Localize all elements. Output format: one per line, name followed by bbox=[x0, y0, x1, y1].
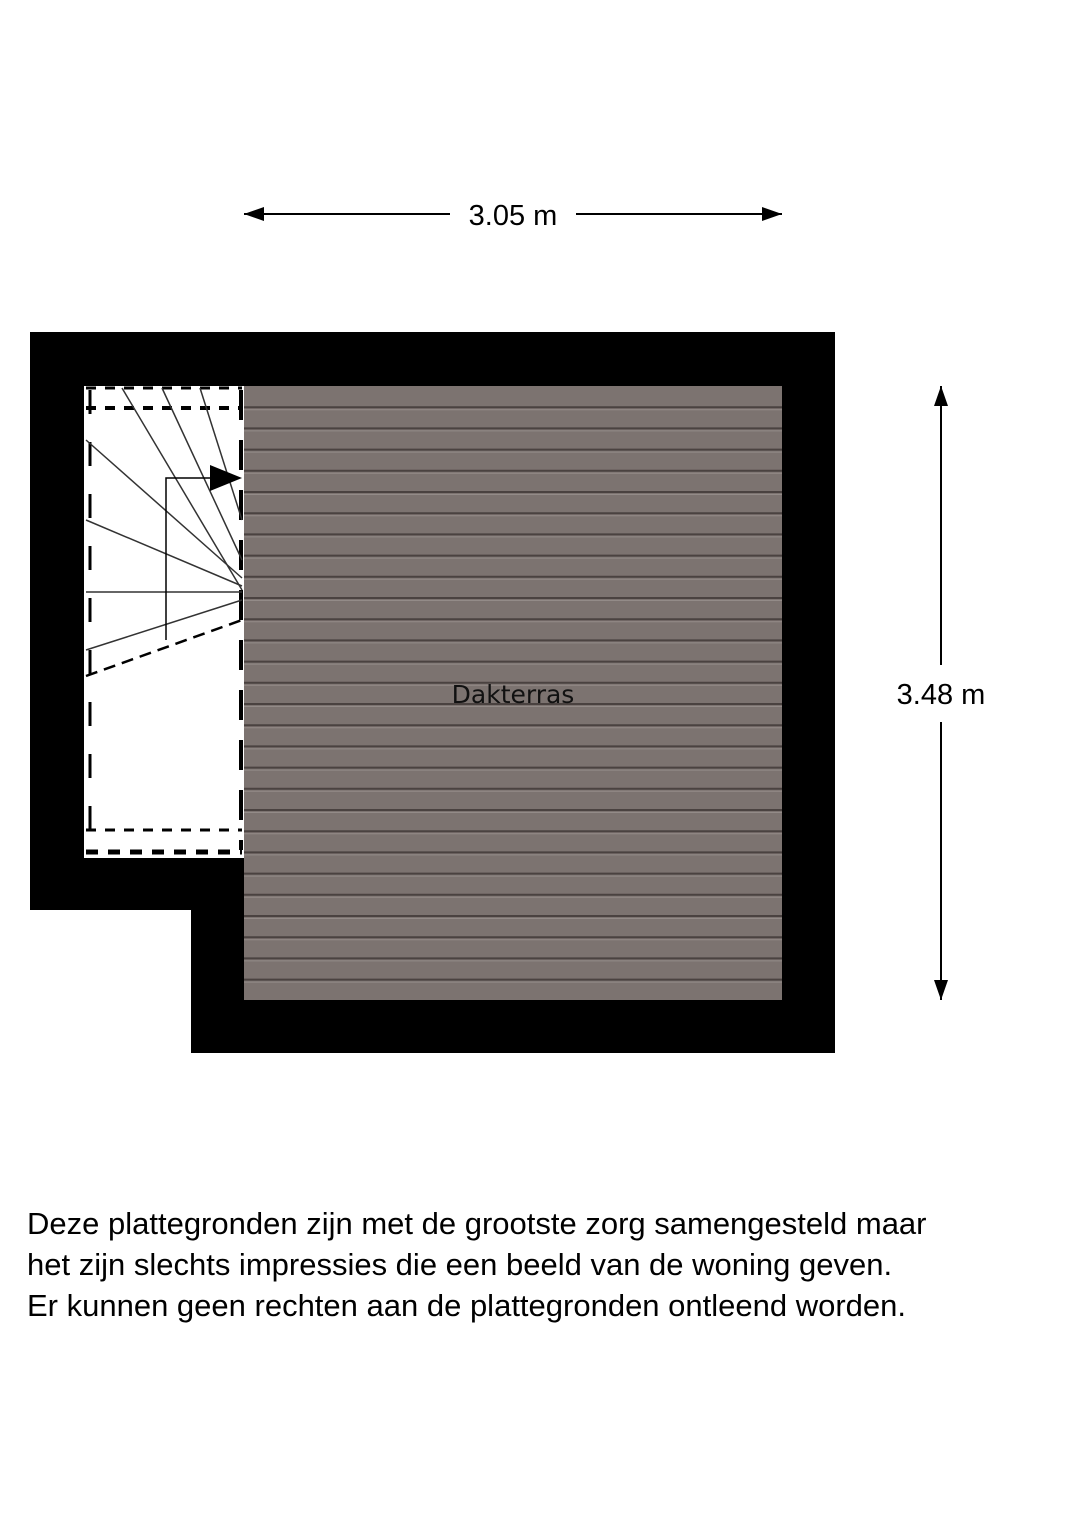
width-arrow-right-icon bbox=[762, 207, 782, 221]
height-dimension bbox=[897, 386, 986, 1000]
width-dimension-label: 3.05 m bbox=[468, 200, 558, 232]
stair-opening bbox=[84, 386, 244, 858]
height-arrow-top-icon bbox=[934, 386, 948, 406]
disclaimer-line: Er kunnen geen rechten aan de plattegronden ontleend worden. bbox=[27, 1288, 907, 1323]
disclaimer bbox=[27, 1203, 1072, 1326]
width-dimension bbox=[244, 200, 782, 232]
staircase bbox=[84, 386, 244, 858]
width-arrow-left-icon bbox=[244, 207, 264, 221]
disclaimer-line: het zijn slechts impressies die een beeld van de woning geven. bbox=[27, 1247, 893, 1282]
room-label: Dakterras bbox=[451, 680, 575, 709]
height-arrow-bottom-icon bbox=[934, 980, 948, 1000]
disclaimer-line: Deze plattegronden zijn met de grootste zorg samengesteld maar bbox=[27, 1206, 927, 1241]
height-dimension-label: 3.48 m bbox=[896, 679, 986, 711]
